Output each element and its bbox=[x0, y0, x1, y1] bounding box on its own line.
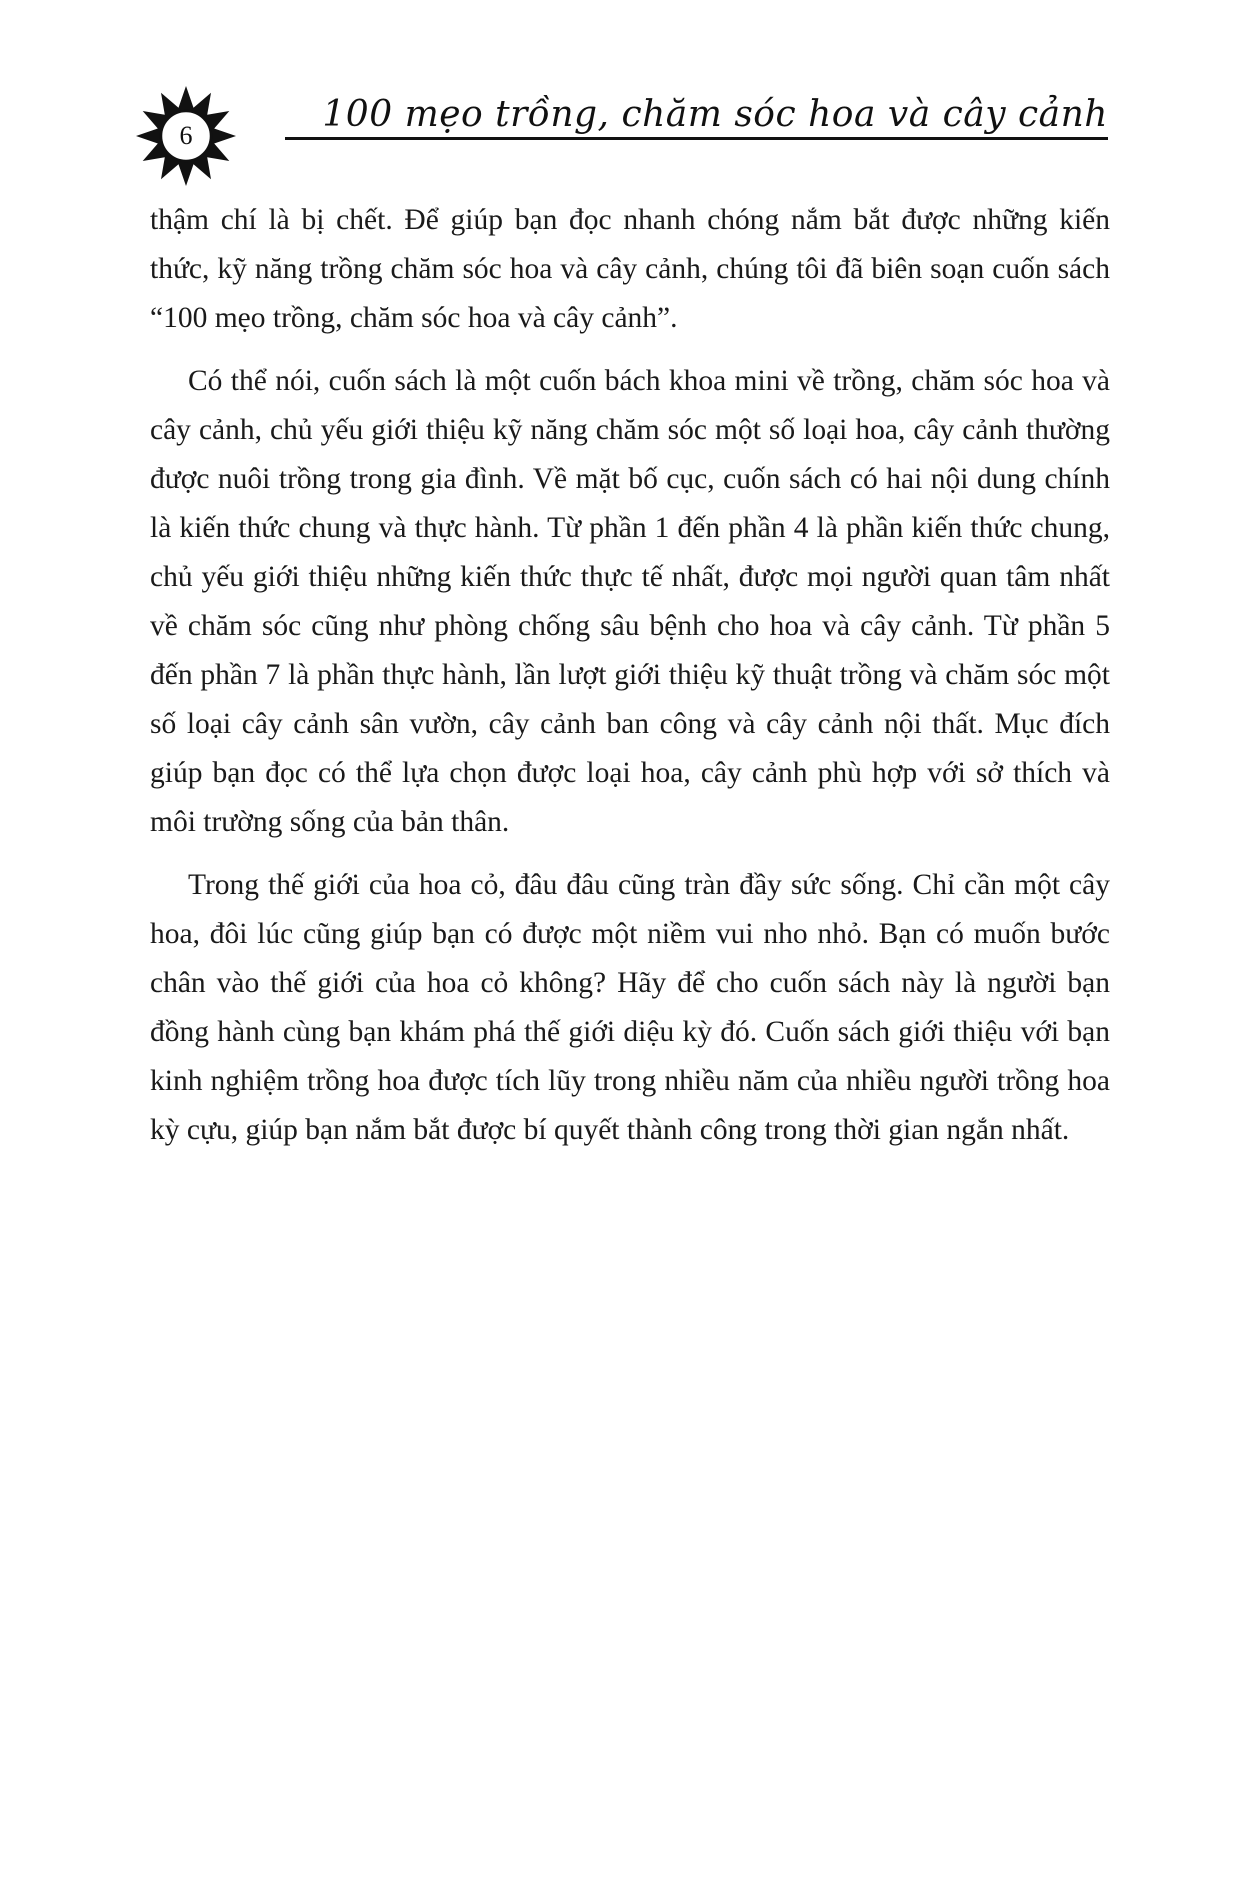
page-number-badge bbox=[136, 86, 236, 186]
paragraph-1: thậm chí là bị chết. Để giúp bạn đọc nhanh chóng nắm bắt được những kiến thức, kỹ năng trồng chăm sóc hoa và cây cảnh, chúng tôi đã biên soạn cuốn sách “100 mẹo trồng, chăm sóc hoa và cây cảnh”. bbox=[150, 204, 1110, 334]
header-rule bbox=[285, 137, 1108, 140]
body-text bbox=[150, 196, 1110, 1169]
paragraph-2: Có thể nói, cuốn sách là một cuốn bách khoa mini về trồng, chăm sóc hoa và cây cảnh, chủ yếu giới thiệu kỹ năng chăm sóc một số loại hoa, cây cảnh thường được nuôi trồng trong gia đình. Về mặt bố cục, cuốn sách có hai nội dung chính là kiến thức chung và thực hành. Từ phần 1 đến phần 4 là phần kiến thức chung, chủ yếu giới thiệu những kiến thức thực tế nhất, được mọi người quan tâm nhất về chăm sóc cũng như phòng chống sâu bệnh cho hoa và cây cảnh. Từ phần 5 đến phần 7 là phần thực hành, lần lượt giới thiệu kỹ thuật trồng và chăm sóc một số loại cây cảnh sân vườn, cây cảnh ban công và cây cảnh nội thất. Mục đích giúp bạn đọc có thể lựa chọn được loại hoa, cây cảnh phù hợp với sở thích và môi trường sống của bản thân. bbox=[150, 365, 1110, 838]
page-header bbox=[0, 0, 1260, 160]
page-number: 6 bbox=[179, 121, 193, 150]
running-title: 100 mẹo trồng, chăm sóc hoa và cây cảnh bbox=[322, 94, 1108, 135]
paragraph-3: Trong thế giới của hoa cỏ, đâu đâu cũng tràn đầy sức sống. Chỉ cần một cây hoa, đôi lúc cũng giúp bạn có được một niềm vui nho nhỏ. Bạn có muốn bước chân vào thế giới của hoa cỏ không? Hãy để cho cuốn sách này là người bạn đồng hành cùng bạn khám phá thế giới diệu kỳ đó. Cuốn sách giới thiệu với bạn kinh nghiệm trồng hoa được tích lũy trong nhiều năm của nhiều người trồng hoa kỳ cựu, giúp bạn nắm bắt được bí quyết thành công trong thời gian ngắn nhất. bbox=[150, 869, 1110, 1146]
